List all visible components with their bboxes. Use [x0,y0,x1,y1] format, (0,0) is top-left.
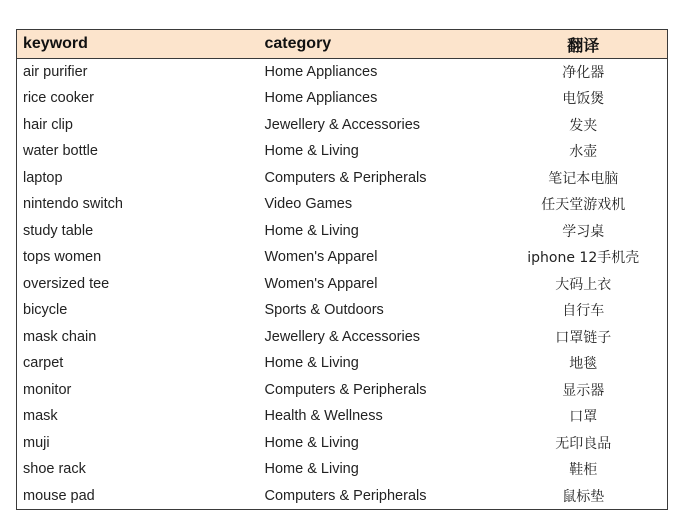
cell-category[interactable]: Women's Apparel [264,249,378,266]
cell-keyword[interactable]: shoe rack [23,461,86,478]
cell-translation[interactable]: 口罩链子 [555,329,612,346]
cell-translation[interactable]: 地毯 [569,356,598,373]
cell-translation[interactable]: 水壶 [569,144,598,161]
cell-category[interactable]: Women's Apparel [264,275,378,292]
table-row [17,324,668,351]
cell-category[interactable]: Computers & Peripherals [264,169,427,186]
header-keyword: keyword [17,30,259,59]
cell-translation[interactable]: 鞋柜 [569,462,598,479]
table-row [17,456,668,483]
cell-category[interactable]: Video Games [264,196,353,213]
cell-keyword[interactable]: mouse pad [23,487,95,504]
table-row [17,403,668,430]
cell-keyword[interactable]: nintendo switch [23,196,123,213]
cell-category[interactable]: Sports & Outdoors [264,302,384,319]
cell-translation[interactable]: 学习桌 [562,223,605,240]
cell-category[interactable]: Computers & Peripherals [264,381,427,398]
cell-keyword[interactable]: monitor [23,381,72,398]
cell-translation[interactable]: 净化器 [562,65,605,81]
table-row [17,297,668,324]
cell-translation[interactable]: 显示器 [562,382,605,399]
table-row [17,191,668,218]
cell-keyword[interactable]: oversized tee [23,275,110,292]
cell-category[interactable]: Home & Living [264,143,359,160]
cell-translation[interactable]: iphone 12手机壳 [527,250,640,267]
cell-translation[interactable]: 任天堂游戏机 [541,197,626,214]
cell-category[interactable]: Computers & Peripherals [264,487,427,504]
header-translation: 翻译 [500,30,668,59]
table-row [17,112,668,139]
table-row [17,377,668,404]
cell-category[interactable]: Home & Living [264,461,359,478]
table-row [17,244,668,271]
cell-category[interactable]: Home & Living [264,434,359,451]
table-row [17,218,668,245]
cell-keyword[interactable]: carpet [23,355,64,372]
cell-keyword[interactable]: bicycle [23,302,68,319]
table-row [17,350,668,377]
cell-keyword[interactable]: rice cooker [23,90,94,107]
cell-keyword[interactable]: mask [23,408,58,425]
table-row [17,85,668,112]
keyword-table [16,29,668,510]
cell-category[interactable]: Home Appliances [264,64,378,80]
cell-keyword[interactable]: air purifier [23,64,88,80]
cell-translation[interactable]: 无印良品 [555,435,612,452]
cell-translation[interactable]: 大码上衣 [555,276,612,293]
cell-translation[interactable]: 电饭煲 [562,91,605,108]
cell-translation[interactable]: 笔记本电脑 [548,170,619,187]
table-body [17,59,668,510]
table-row [17,271,668,298]
cell-keyword[interactable]: water bottle [23,143,98,160]
cell-category[interactable]: Jewellery & Accessories [264,116,421,133]
cell-translation[interactable]: 自行车 [562,303,605,320]
cell-keyword[interactable]: tops women [23,249,102,266]
table-row [17,59,668,86]
cell-keyword[interactable]: study table [23,222,94,239]
cell-category[interactable]: Home & Living [264,222,359,239]
table-row [17,430,668,457]
cell-keyword[interactable]: mask chain [23,328,97,345]
cell-category[interactable]: Jewellery & Accessories [264,328,421,345]
header-row [17,30,668,59]
cell-keyword[interactable]: muji [23,434,50,451]
cell-category[interactable]: Health & Wellness [264,408,383,425]
table-row [17,138,668,165]
cell-keyword[interactable]: hair clip [23,116,73,133]
cell-translation[interactable]: 发夹 [569,117,598,134]
cell-category[interactable]: Home Appliances [264,90,378,107]
cell-translation[interactable]: 鼠标垫 [562,488,605,505]
table-row [17,165,668,192]
header-category: category [259,30,500,59]
table-row [17,483,668,510]
cell-translation[interactable]: 口罩 [569,409,598,426]
cell-keyword[interactable]: laptop [23,169,63,186]
cell-category[interactable]: Home & Living [264,355,359,372]
